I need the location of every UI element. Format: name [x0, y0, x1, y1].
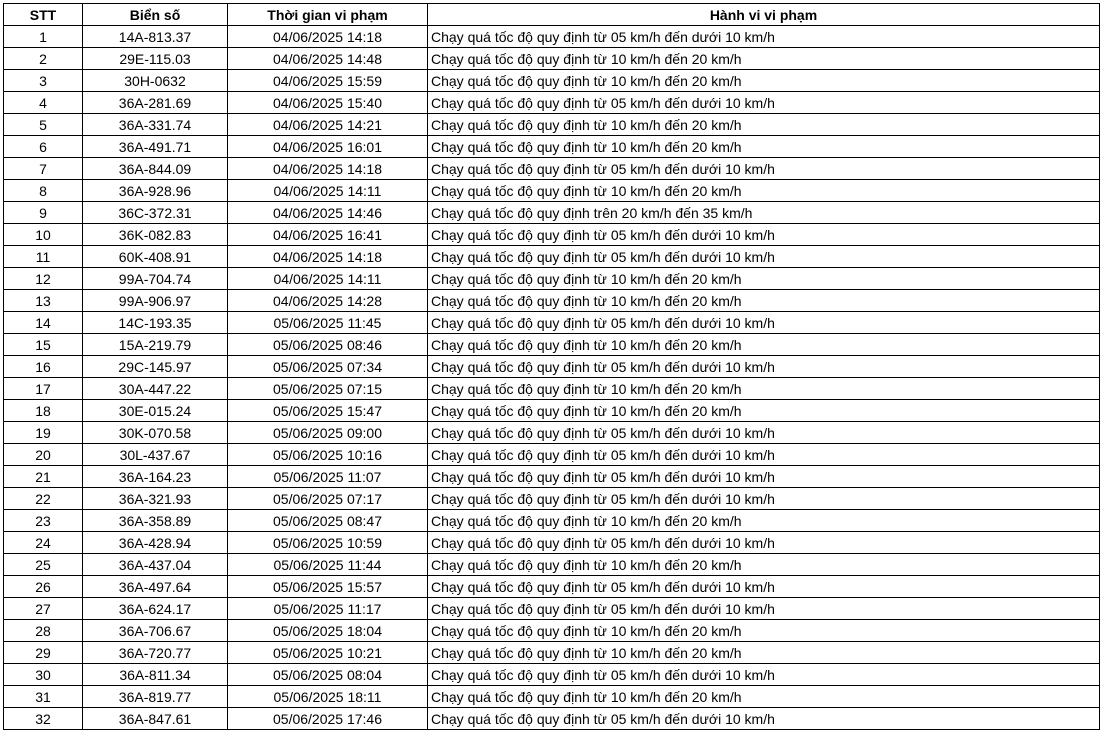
cell-violation[interactable]: Chạy quá tốc độ quy định từ 10 km/h đến 20 km/h: [428, 554, 1100, 576]
cell-time[interactable]: 05/06/2025 10:16: [228, 444, 428, 466]
cell-stt[interactable]: 3: [4, 70, 83, 92]
cell-plate[interactable]: 30H-0632: [83, 70, 228, 92]
cell-stt[interactable]: 4: [4, 92, 83, 114]
cell-plate[interactable]: 36A-819.77: [83, 686, 228, 708]
cell-stt[interactable]: 23: [4, 510, 83, 532]
cell-plate[interactable]: 99A-906.97: [83, 290, 228, 312]
table-row: [4, 488, 1100, 510]
cell-violation[interactable]: Chạy quá tốc độ quy định từ 05 km/h đến dưới 10 km/h: [428, 246, 1100, 268]
cell-plate[interactable]: 36K-082.83: [83, 224, 228, 246]
cell-plate[interactable]: 36A-706.67: [83, 620, 228, 642]
cell-plate[interactable]: 36A-358.89: [83, 510, 228, 532]
header-plate[interactable]: Biển số: [83, 4, 228, 26]
cell-time[interactable]: 05/06/2025 08:46: [228, 334, 428, 356]
cell-violation[interactable]: Chạy quá tốc độ quy định từ 05 km/h đến dưới 10 km/h: [428, 576, 1100, 598]
table-row: [4, 532, 1100, 554]
header-row: [4, 4, 1100, 26]
cell-stt[interactable]: 2: [4, 48, 83, 70]
table-row: [4, 708, 1100, 730]
cell-time[interactable]: 05/06/2025 18:04: [228, 620, 428, 642]
cell-violation[interactable]: Chạy quá tốc độ quy định từ 10 km/h đến 20 km/h: [428, 290, 1100, 312]
cell-stt[interactable]: 16: [4, 356, 83, 378]
cell-plate[interactable]: 36A-428.94: [83, 532, 228, 554]
cell-time[interactable]: 05/06/2025 11:45: [228, 312, 428, 334]
table-row: [4, 48, 1100, 70]
cell-time[interactable]: 05/06/2025 07:17: [228, 488, 428, 510]
cell-stt[interactable]: 14: [4, 312, 83, 334]
cell-time[interactable]: 05/06/2025 10:59: [228, 532, 428, 554]
cell-plate[interactable]: 29C-145.97: [83, 356, 228, 378]
cell-stt[interactable]: 26: [4, 576, 83, 598]
table-body: [4, 26, 1100, 730]
cell-plate[interactable]: 36A-720.77: [83, 642, 228, 664]
cell-time[interactable]: 05/06/2025 08:47: [228, 510, 428, 532]
cell-violation[interactable]: Chạy quá tốc độ quy định từ 10 km/h đến 20 km/h: [428, 114, 1100, 136]
cell-violation[interactable]: Chạy quá tốc độ quy định từ 10 km/h đến 20 km/h: [428, 620, 1100, 642]
cell-plate[interactable]: 30A-447.22: [83, 378, 228, 400]
cell-time[interactable]: 04/06/2025 14:48: [228, 48, 428, 70]
cell-time[interactable]: 04/06/2025 14:28: [228, 290, 428, 312]
cell-violation[interactable]: Chạy quá tốc độ quy định từ 05 km/h đến dưới 10 km/h: [428, 532, 1100, 554]
cell-time[interactable]: 05/06/2025 18:11: [228, 686, 428, 708]
header-violation[interactable]: Hành vi vi phạm: [428, 4, 1100, 26]
cell-violation[interactable]: Chạy quá tốc độ quy định từ 05 km/h đến dưới 10 km/h: [428, 466, 1100, 488]
cell-plate[interactable]: 36A-331.74: [83, 114, 228, 136]
cell-stt[interactable]: 12: [4, 268, 83, 290]
cell-stt[interactable]: 9: [4, 202, 83, 224]
cell-violation[interactable]: Chạy quá tốc độ quy định từ 10 km/h đến 20 km/h: [428, 642, 1100, 664]
cell-plate[interactable]: 36A-928.96: [83, 180, 228, 202]
table-row: [4, 378, 1100, 400]
cell-time[interactable]: 04/06/2025 16:41: [228, 224, 428, 246]
cell-time[interactable]: 04/06/2025 15:40: [228, 92, 428, 114]
cell-violation[interactable]: Chạy quá tốc độ quy định từ 10 km/h đến 20 km/h: [428, 686, 1100, 708]
cell-time[interactable]: 05/06/2025 11:17: [228, 598, 428, 620]
cell-violation[interactable]: Chạy quá tốc độ quy định từ 05 km/h đến dưới 10 km/h: [428, 664, 1100, 686]
cell-violation[interactable]: Chạy quá tốc độ quy định từ 05 km/h đến dưới 10 km/h: [428, 312, 1100, 334]
cell-time[interactable]: 05/06/2025 15:47: [228, 400, 428, 422]
table-row: [4, 92, 1100, 114]
cell-plate[interactable]: 36A-321.93: [83, 488, 228, 510]
cell-violation[interactable]: Chạy quá tốc độ quy định từ 10 km/h đến 20 km/h: [428, 510, 1100, 532]
cell-time[interactable]: 04/06/2025 14:11: [228, 180, 428, 202]
cell-time[interactable]: 05/06/2025 10:21: [228, 642, 428, 664]
table-row: [4, 202, 1100, 224]
cell-violation[interactable]: Chạy quá tốc độ quy định từ 05 km/h đến dưới 10 km/h: [428, 708, 1100, 730]
cell-plate[interactable]: 36A-811.34: [83, 664, 228, 686]
cell-stt[interactable]: 27: [4, 598, 83, 620]
cell-stt[interactable]: 11: [4, 246, 83, 268]
table-row: [4, 180, 1100, 202]
cell-time[interactable]: 05/06/2025 15:57: [228, 576, 428, 598]
table-row: [4, 290, 1100, 312]
cell-violation[interactable]: Chạy quá tốc độ quy định từ 10 km/h đến 20 km/h: [428, 70, 1100, 92]
cell-time[interactable]: 05/06/2025 07:15: [228, 378, 428, 400]
cell-time[interactable]: 04/06/2025 14:18: [228, 26, 428, 48]
table-row: [4, 312, 1100, 334]
cell-time[interactable]: 04/06/2025 14:18: [228, 246, 428, 268]
cell-violation[interactable]: Chạy quá tốc độ quy định từ 10 km/h đến 20 km/h: [428, 136, 1100, 158]
cell-plate[interactable]: 14A-813.37: [83, 26, 228, 48]
table-row: [4, 136, 1100, 158]
cell-stt[interactable]: 21: [4, 466, 83, 488]
table-row: [4, 510, 1100, 532]
table-row: [4, 70, 1100, 92]
cell-time[interactable]: 04/06/2025 15:59: [228, 70, 428, 92]
cell-stt[interactable]: 17: [4, 378, 83, 400]
cell-violation[interactable]: Chạy quá tốc độ quy định từ 05 km/h đến dưới 10 km/h: [428, 356, 1100, 378]
table-row: [4, 554, 1100, 576]
cell-time[interactable]: 05/06/2025 11:44: [228, 554, 428, 576]
cell-stt[interactable]: 29: [4, 642, 83, 664]
cell-stt[interactable]: 8: [4, 180, 83, 202]
cell-time[interactable]: 04/06/2025 14:11: [228, 268, 428, 290]
cell-violation[interactable]: Chạy quá tốc độ quy định từ 10 km/h đến 20 km/h: [428, 180, 1100, 202]
cell-violation[interactable]: Chạy quá tốc độ quy định từ 05 km/h đến dưới 10 km/h: [428, 444, 1100, 466]
cell-stt[interactable]: 19: [4, 422, 83, 444]
cell-time[interactable]: 04/06/2025 14:46: [228, 202, 428, 224]
table-row: [4, 664, 1100, 686]
cell-plate[interactable]: 30L-437.67: [83, 444, 228, 466]
table-row: [4, 334, 1100, 356]
cell-plate[interactable]: 60K-408.91: [83, 246, 228, 268]
cell-time[interactable]: 05/06/2025 11:07: [228, 466, 428, 488]
cell-plate[interactable]: 36A-281.69: [83, 92, 228, 114]
cell-violation[interactable]: Chạy quá tốc độ quy định từ 10 km/h đến 20 km/h: [428, 334, 1100, 356]
table-row: [4, 356, 1100, 378]
cell-plate[interactable]: 36A-491.71: [83, 136, 228, 158]
cell-violation[interactable]: Chạy quá tốc độ quy định từ 10 km/h đến 20 km/h: [428, 378, 1100, 400]
cell-plate[interactable]: 36A-164.23: [83, 466, 228, 488]
table-header: [4, 4, 1100, 26]
cell-violation[interactable]: Chạy quá tốc độ quy định từ 05 km/h đến dưới 10 km/h: [428, 488, 1100, 510]
cell-stt[interactable]: 31: [4, 686, 83, 708]
cell-violation[interactable]: Chạy quá tốc độ quy định từ 05 km/h đến dưới 10 km/h: [428, 92, 1100, 114]
cell-violation[interactable]: Chạy quá tốc độ quy định từ 10 km/h đến 20 km/h: [428, 400, 1100, 422]
table-row: [4, 246, 1100, 268]
cell-time[interactable]: 04/06/2025 16:01: [228, 136, 428, 158]
table-row: [4, 224, 1100, 246]
cell-plate[interactable]: 36A-847.61: [83, 708, 228, 730]
cell-stt[interactable]: 22: [4, 488, 83, 510]
cell-time[interactable]: 04/06/2025 14:18: [228, 158, 428, 180]
cell-plate[interactable]: 14C-193.35: [83, 312, 228, 334]
cell-violation[interactable]: Chạy quá tốc độ quy định trên 20 km/h đến 35 km/h: [428, 202, 1100, 224]
header-stt[interactable]: STT: [4, 4, 83, 26]
cell-plate[interactable]: 36A-437.04: [83, 554, 228, 576]
cell-violation[interactable]: Chạy quá tốc độ quy định từ 05 km/h đến dưới 10 km/h: [428, 598, 1100, 620]
cell-time[interactable]: 05/06/2025 09:00: [228, 422, 428, 444]
cell-plate[interactable]: 30E-015.24: [83, 400, 228, 422]
cell-time[interactable]: 05/06/2025 08:04: [228, 664, 428, 686]
cell-stt[interactable]: 7: [4, 158, 83, 180]
cell-stt[interactable]: 13: [4, 290, 83, 312]
cell-stt[interactable]: 25: [4, 554, 83, 576]
cell-time[interactable]: 05/06/2025 17:46: [228, 708, 428, 730]
table-row: [4, 114, 1100, 136]
table-row: [4, 466, 1100, 488]
cell-stt[interactable]: 6: [4, 136, 83, 158]
cell-stt[interactable]: 32: [4, 708, 83, 730]
cell-violation[interactable]: Chạy quá tốc độ quy định từ 05 km/h đến dưới 10 km/h: [428, 422, 1100, 444]
cell-stt[interactable]: 30: [4, 664, 83, 686]
table-row: [4, 642, 1100, 664]
cell-time[interactable]: 04/06/2025 14:21: [228, 114, 428, 136]
cell-stt[interactable]: 5: [4, 114, 83, 136]
cell-stt[interactable]: 24: [4, 532, 83, 554]
cell-violation[interactable]: Chạy quá tốc độ quy định từ 10 km/h đến 20 km/h: [428, 268, 1100, 290]
cell-stt[interactable]: 10: [4, 224, 83, 246]
cell-time[interactable]: 05/06/2025 07:34: [228, 356, 428, 378]
cell-stt[interactable]: 15: [4, 334, 83, 356]
table-row: [4, 400, 1100, 422]
table-row: [4, 598, 1100, 620]
header-time[interactable]: Thời gian vi phạm: [228, 4, 428, 26]
cell-plate[interactable]: 29E-115.03: [83, 48, 228, 70]
table-row: [4, 422, 1100, 444]
table-row: [4, 444, 1100, 466]
table-row: [4, 26, 1100, 48]
cell-violation[interactable]: Chạy quá tốc độ quy định từ 10 km/h đến 20 km/h: [428, 48, 1100, 70]
cell-plate[interactable]: 30K-070.58: [83, 422, 228, 444]
cell-stt[interactable]: 18: [4, 400, 83, 422]
cell-plate[interactable]: 36A-624.17: [83, 598, 228, 620]
cell-plate[interactable]: 36A-497.64: [83, 576, 228, 598]
table-row: [4, 620, 1100, 642]
cell-stt[interactable]: 20: [4, 444, 83, 466]
cell-violation[interactable]: Chạy quá tốc độ quy định từ 05 km/h đến dưới 10 km/h: [428, 26, 1100, 48]
cell-plate[interactable]: 36A-844.09: [83, 158, 228, 180]
cell-plate[interactable]: 36C-372.31: [83, 202, 228, 224]
table-row: [4, 686, 1100, 708]
cell-stt[interactable]: 28: [4, 620, 83, 642]
cell-stt[interactable]: 1: [4, 26, 83, 48]
cell-violation[interactable]: Chạy quá tốc độ quy định từ 05 km/h đến dưới 10 km/h: [428, 158, 1100, 180]
violations-table: [3, 3, 1100, 730]
cell-plate[interactable]: 99A-704.74: [83, 268, 228, 290]
cell-plate[interactable]: 15A-219.79: [83, 334, 228, 356]
table-row: [4, 158, 1100, 180]
table-row: [4, 576, 1100, 598]
table-row: [4, 268, 1100, 290]
cell-violation[interactable]: Chạy quá tốc độ quy định từ 05 km/h đến dưới 10 km/h: [428, 224, 1100, 246]
